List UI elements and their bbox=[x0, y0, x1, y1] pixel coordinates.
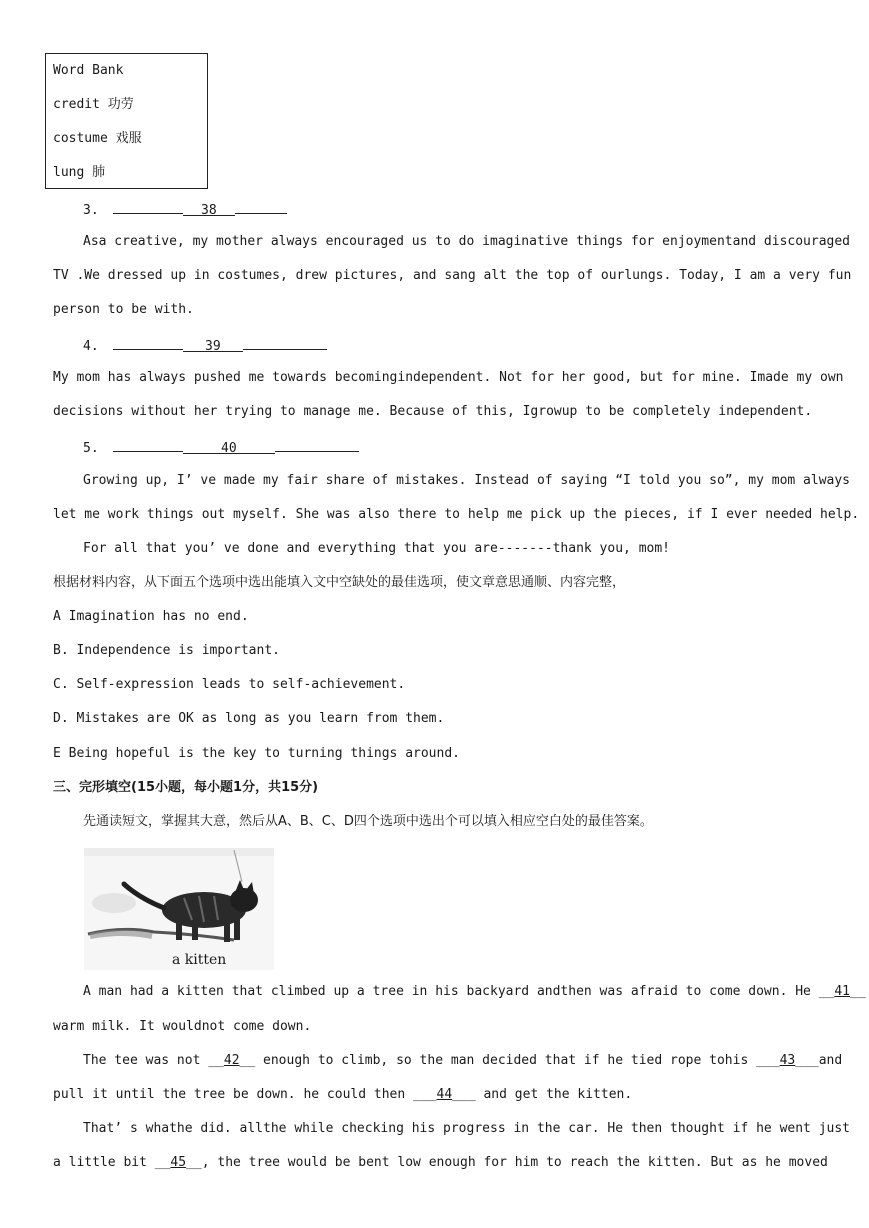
blank-number: 3. bbox=[83, 203, 99, 218]
option-d: D. Mistakes are OK as long as you learn from them. bbox=[53, 711, 445, 726]
option-e: E Being hopeful is the key to turning things around. bbox=[53, 746, 460, 761]
word-bank-box bbox=[45, 53, 208, 189]
option-b: B. Independence is important. bbox=[53, 643, 280, 658]
blank-43: 43 bbox=[779, 1053, 796, 1068]
word-bank-item-costume: costume 戏服 bbox=[53, 131, 142, 146]
image-caption: a kitten bbox=[172, 952, 227, 968]
paragraph-line: person to be with. bbox=[53, 302, 194, 317]
cloze-line-4: pull it until the tree be down. he could then ___44___ and get the kitten. bbox=[53, 1087, 633, 1102]
blank-41: 41 bbox=[834, 984, 851, 999]
blank-underline bbox=[243, 335, 327, 350]
word-bank-item-credit: credit 功劳 bbox=[53, 97, 134, 112]
paragraph-line: let me work things out myself. She was also there to help me pick up the pieces, if I ever needed help. bbox=[53, 507, 860, 522]
blank-answer-38: 38 bbox=[183, 201, 235, 216]
cloze-line-2: warm milk. It wouldnot come down. bbox=[53, 1019, 312, 1034]
blank-number: 5. bbox=[83, 441, 99, 456]
option-c: C. Self-expression leads to self-achievement. bbox=[53, 677, 406, 692]
blank-underline bbox=[113, 199, 183, 214]
blank-44: 44 bbox=[436, 1087, 453, 1102]
blank-row-5 bbox=[83, 437, 359, 457]
cloze-line-5: That’ s whathe did. allthe while checking his progress in the car. He then thought if he went just bbox=[83, 1121, 851, 1136]
section-instruction: 先通读短文，掌握其大意，然后从A、B、C、D四个选项中选出个可以填入相应空白处的最佳答案。 bbox=[83, 814, 653, 829]
paragraph-line: decisions without her trying to manage me. Because of this, Igrowup to be completely independent. bbox=[53, 404, 813, 419]
section-heading: 三、完形填空(15小题，每小题1分，共15分) bbox=[53, 780, 319, 795]
blank-42: 42 bbox=[223, 1053, 240, 1068]
blank-underline bbox=[113, 335, 183, 350]
blank-underline bbox=[113, 437, 183, 452]
paragraph-line: My mom has always pushed me towards becomingindependent. Not for her good, but for mine. Imade my own bbox=[53, 370, 844, 385]
paragraph-line: For all that you’ ve done and everything that you are-------thank you, mom! bbox=[83, 541, 670, 556]
blank-number: 4. bbox=[83, 339, 99, 354]
paragraph-line: Asa creative, my mother always encouraged us to do imaginative things for enjoymentand discouraged bbox=[83, 234, 851, 249]
blank-45: 45 bbox=[170, 1155, 187, 1170]
blank-answer-39: 39 bbox=[183, 337, 243, 352]
blank-answer-40: 40 bbox=[183, 439, 275, 454]
cloze-line-6: a little bit __45__, the tree would be bent low enough for him to reach the kitten. But as he moved bbox=[53, 1155, 828, 1170]
blank-underline bbox=[235, 199, 287, 214]
paragraph-line: TV .We dressed up in costumes, drew pictures, and sang alt the top of ourlungs. Today, I am a very fun bbox=[53, 268, 852, 283]
paragraph-line: Growing up, I’ ve made my fair share of mistakes. Instead of saying “I told you so”, my mom always bbox=[83, 473, 851, 488]
blank-underline bbox=[275, 437, 359, 452]
option-a: A Imagination has no end. bbox=[53, 609, 249, 624]
blank-row-4 bbox=[83, 335, 327, 355]
word-bank-item-lung: lung 肺 bbox=[53, 165, 106, 180]
blank-row-3 bbox=[83, 199, 287, 219]
task-instruction: 根据材料内容，从下面五个选项中选出能填入文中空缺处的最佳选项，使文章意思通顺、内容完整， bbox=[53, 575, 626, 590]
cloze-line-1: A man had a kitten that climbed up a tree in his backyard andthen was afraid to come down. He __41__ bbox=[83, 984, 866, 999]
cloze-line-3: The tee was not __42__ enough to climb, so the man decided that if he tied rope tohis ___43___and bbox=[83, 1053, 843, 1068]
word-bank-title: Word Bank bbox=[53, 63, 124, 78]
